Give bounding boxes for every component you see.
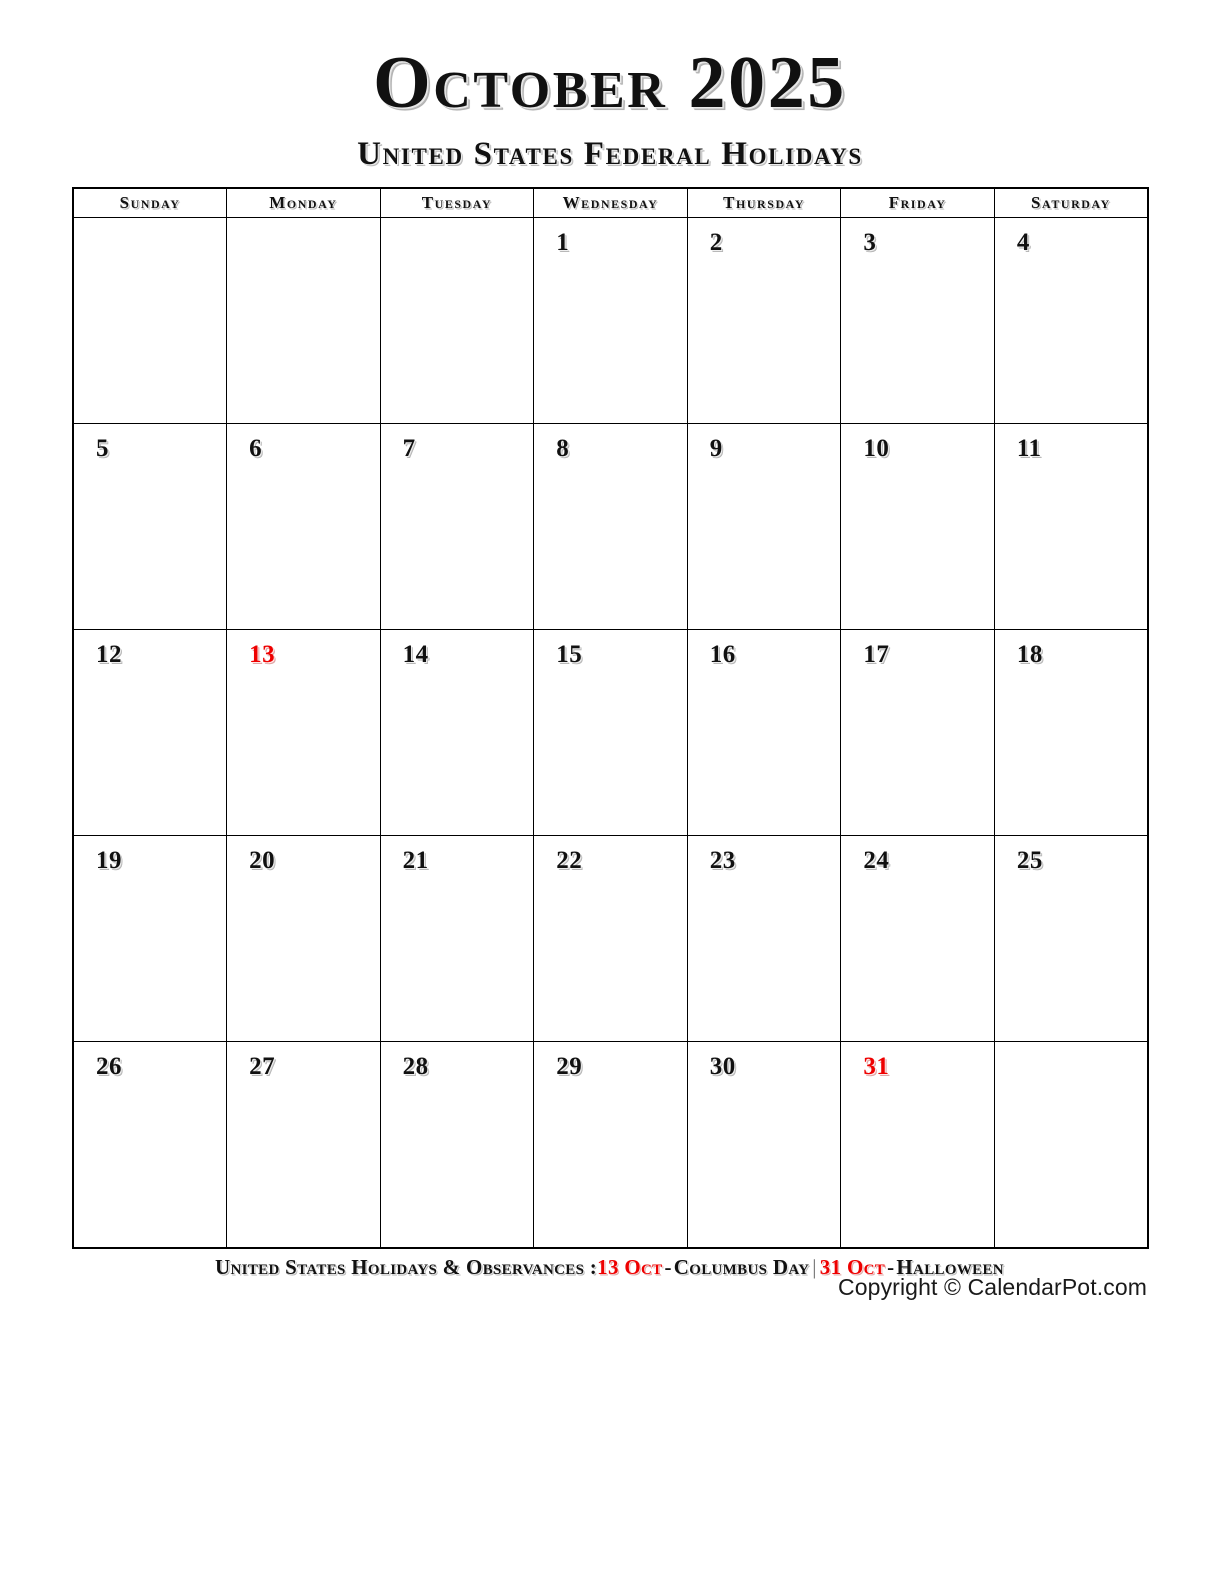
page-subtitle: United States Federal Holidays bbox=[357, 136, 863, 172]
day-number: 27 bbox=[249, 1053, 276, 1080]
holiday-dash-1: - bbox=[664, 1255, 672, 1279]
day-cell[interactable] bbox=[534, 218, 688, 424]
holiday-dash-2: - bbox=[887, 1255, 895, 1279]
day-cell[interactable] bbox=[841, 424, 995, 630]
day-number: 16 bbox=[709, 641, 736, 668]
calendar-grid-wrapper bbox=[72, 187, 1147, 1249]
day-number: 2 bbox=[709, 229, 723, 256]
day-number: 24 bbox=[863, 847, 890, 874]
day-cell[interactable] bbox=[687, 218, 841, 424]
weekday-header-thursday: Thursday bbox=[687, 188, 841, 218]
day-number: 1 bbox=[556, 229, 570, 256]
day-number: 26 bbox=[96, 1053, 122, 1080]
holiday-date-1: 13 Oct bbox=[597, 1255, 663, 1279]
day-number-holiday: 31 bbox=[863, 1053, 890, 1080]
day-cell[interactable] bbox=[687, 424, 841, 630]
week-row bbox=[73, 1042, 1148, 1249]
week-row bbox=[73, 630, 1148, 836]
day-number: 11 bbox=[1016, 435, 1042, 462]
calendar-table bbox=[72, 187, 1149, 1249]
day-number: 10 bbox=[863, 435, 890, 462]
day-number: 9 bbox=[709, 435, 723, 462]
day-cell[interactable] bbox=[994, 1042, 1148, 1249]
day-number: 7 bbox=[402, 435, 416, 462]
day-number: 30 bbox=[709, 1053, 736, 1080]
holiday-date-2: 31 Oct bbox=[819, 1255, 886, 1279]
day-cell[interactable] bbox=[687, 630, 841, 836]
day-cell[interactable] bbox=[73, 836, 227, 1042]
day-number: 20 bbox=[249, 847, 276, 874]
day-number: 15 bbox=[556, 641, 583, 668]
day-cell[interactable] bbox=[73, 218, 227, 424]
holiday-separator: | bbox=[812, 1255, 817, 1279]
day-cell[interactable] bbox=[994, 424, 1148, 630]
day-cell[interactable] bbox=[687, 836, 841, 1042]
day-number: 29 bbox=[556, 1053, 583, 1080]
day-number: 12 bbox=[96, 641, 122, 668]
day-number: 5 bbox=[96, 435, 109, 462]
week-row bbox=[73, 218, 1148, 424]
copyright-text: Copyright © CalendarPot.com bbox=[838, 1274, 1147, 1300]
day-number: 28 bbox=[402, 1053, 429, 1080]
day-cell[interactable] bbox=[841, 218, 995, 424]
holiday-name-1: Columbus Day bbox=[673, 1255, 810, 1279]
day-cell[interactable] bbox=[73, 630, 227, 836]
holiday-name-2: Halloween bbox=[896, 1255, 1004, 1279]
calendar-body bbox=[73, 218, 1148, 1249]
weekday-header-tuesday: Tuesday bbox=[380, 188, 534, 218]
day-number: 3 bbox=[863, 229, 877, 256]
day-number: 25 bbox=[1016, 847, 1043, 874]
week-row bbox=[73, 836, 1148, 1042]
day-number: 21 bbox=[402, 847, 429, 874]
day-number: 22 bbox=[556, 847, 583, 874]
holidays-label: United States Holidays & Observances : bbox=[215, 1255, 598, 1279]
day-cell[interactable] bbox=[534, 1042, 688, 1249]
day-cell-holiday[interactable] bbox=[227, 630, 381, 836]
day-number: 19 bbox=[96, 847, 122, 874]
day-number: 8 bbox=[556, 435, 570, 462]
day-cell[interactable] bbox=[534, 836, 688, 1042]
day-cell[interactable] bbox=[534, 630, 688, 836]
day-cell[interactable] bbox=[73, 424, 227, 630]
day-cell[interactable] bbox=[994, 218, 1148, 424]
weekday-header-wednesday: Wednesday bbox=[534, 188, 688, 218]
day-cell[interactable] bbox=[227, 218, 381, 424]
day-number-holiday: 13 bbox=[249, 641, 276, 668]
weekday-header-saturday: Saturday bbox=[994, 188, 1148, 218]
day-cell[interactable] bbox=[380, 836, 534, 1042]
day-cell[interactable] bbox=[227, 836, 381, 1042]
day-number: 4 bbox=[1016, 229, 1030, 256]
day-cell[interactable] bbox=[227, 1042, 381, 1249]
weekday-header-monday: Monday bbox=[227, 188, 381, 218]
day-cell[interactable] bbox=[380, 424, 534, 630]
day-cell[interactable] bbox=[687, 1042, 841, 1249]
day-number: 6 bbox=[249, 435, 263, 462]
page-title: October 2025 bbox=[373, 42, 847, 124]
weekday-header-friday: Friday bbox=[841, 188, 995, 218]
weekday-header-row bbox=[73, 188, 1148, 218]
week-row bbox=[73, 424, 1148, 630]
day-number: 23 bbox=[709, 847, 736, 874]
day-cell[interactable] bbox=[994, 836, 1148, 1042]
day-cell[interactable] bbox=[73, 1042, 227, 1249]
day-number: 18 bbox=[1016, 641, 1043, 668]
weekday-header-sunday: Sunday bbox=[73, 188, 227, 218]
day-cell[interactable] bbox=[841, 630, 995, 836]
day-cell[interactable] bbox=[994, 630, 1148, 836]
day-number: 14 bbox=[402, 641, 429, 668]
day-cell[interactable] bbox=[380, 218, 534, 424]
header-block bbox=[0, 44, 1220, 172]
day-cell-holiday[interactable] bbox=[841, 1042, 995, 1249]
day-cell[interactable] bbox=[380, 1042, 534, 1249]
day-cell[interactable] bbox=[227, 424, 381, 630]
day-cell[interactable] bbox=[841, 836, 995, 1042]
day-cell[interactable] bbox=[380, 630, 534, 836]
day-number: 17 bbox=[863, 641, 890, 668]
day-cell[interactable] bbox=[534, 424, 688, 630]
